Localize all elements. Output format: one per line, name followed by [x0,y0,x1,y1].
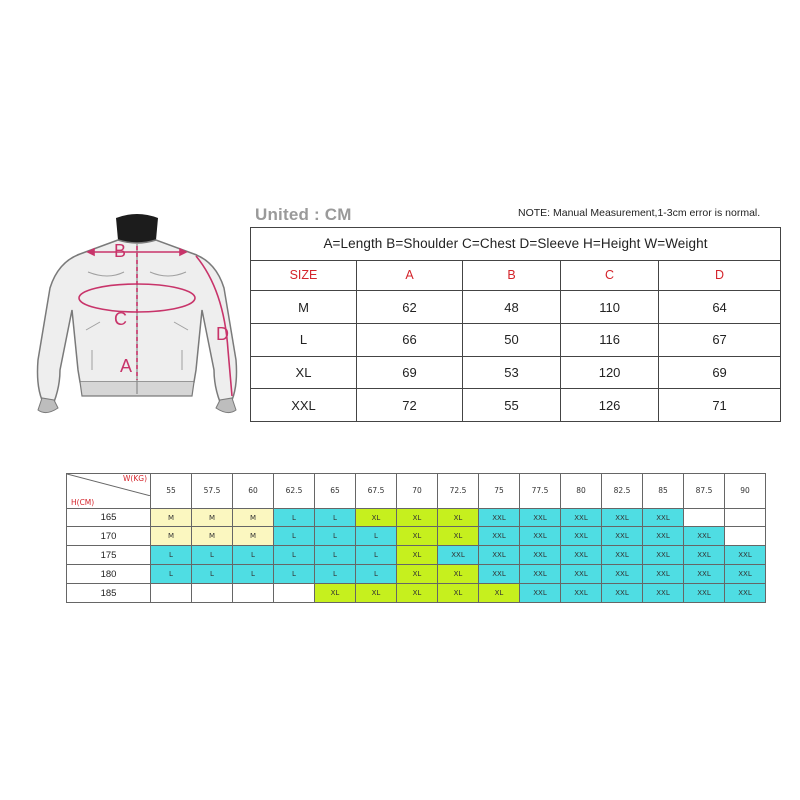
weight-header-cell: 60 [233,474,274,509]
measurement-note: NOTE: Manual Measurement,1-3cm error is normal. [518,207,761,219]
weight-header-cell: 62.5 [274,474,315,509]
size-recommendation-cell: M [233,527,274,546]
weight-header-cell: 75 [479,474,520,509]
size-recommendation-cell: L [151,565,192,584]
size-recommendation-cell: XL [438,508,479,527]
size-recommendation-cell: XXL [602,508,643,527]
weight-axis-label: W(KG) [123,474,147,483]
size-recommendation-cell: XL [315,584,356,603]
value-cell: 62 [357,291,463,324]
size-recommendation-cell [274,584,315,603]
weight-header-cell: 80 [561,474,602,509]
size-recommendation-cell [725,508,766,527]
size-recommendation-cell: L [315,565,356,584]
size-recommendation-cell: L [233,565,274,584]
value-cell: 48 [463,291,561,324]
size-recommendation-cell: L [356,546,397,565]
height-row [67,527,766,546]
size-recommendation-cell: XXL [561,546,602,565]
size-recommendation-cell: XL [397,584,438,603]
size-recommendation-cell: L [356,527,397,546]
size-recommendation-cell: L [315,546,356,565]
value-cell: 66 [357,323,463,356]
size-row [251,291,781,324]
legend-cell: A=Length B=Shoulder C=Chest D=Sleeve H=Height W=Weight [251,228,781,261]
header-cell: A [357,260,463,291]
value-cell: 53 [463,356,561,389]
size-recommendation-cell [684,508,725,527]
size-recommendation-cell: L [274,546,315,565]
size-recommendation-cell: XXL [561,508,602,527]
size-cell: XXL [251,389,357,422]
size-recommendation-cell: XL [438,527,479,546]
label-a: A [120,356,133,376]
size-recommendation-cell [192,584,233,603]
size-recommendation-cell: XL [356,584,397,603]
size-recommendation-cell: L [274,508,315,527]
weight-header-cell: 72.5 [438,474,479,509]
value-cell: 110 [561,291,659,324]
value-cell: 64 [659,291,781,324]
size-recommendation-cell: XL [479,584,520,603]
size-recommendation-cell: XXL [561,584,602,603]
size-recommendation-cell: XXL [643,584,684,603]
size-recommendation-cell: XXL [684,565,725,584]
size-recommendation-cell: XXL [602,527,643,546]
label-b: B [114,241,127,261]
size-recommendation-cell: XXL [438,546,479,565]
size-row [251,356,781,389]
size-recommendation-cell: XXL [479,508,520,527]
label-d: D [216,324,229,344]
grid-corner-cell [67,474,151,509]
size-row [251,389,781,422]
weight-header-cell: 82.5 [602,474,643,509]
size-recommendation-cell: XXL [561,527,602,546]
height-cell: 185 [67,584,151,603]
size-recommendation-cell: XL [438,584,479,603]
value-cell: 67 [659,323,781,356]
weight-header-cell: 65 [315,474,356,509]
size-recommendation-cell [233,584,274,603]
value-cell: 126 [561,389,659,422]
height-cell: 175 [67,546,151,565]
value-cell: 71 [659,389,781,422]
size-recommendation-cell: L [356,565,397,584]
size-recommendation-cell: XXL [479,527,520,546]
size-recommendation-cell: XXL [602,565,643,584]
size-recommendation-cell: L [151,546,192,565]
size-recommendation-cell: XXL [684,546,725,565]
header-cell: B [463,260,561,291]
value-cell: 69 [659,356,781,389]
size-recommendation-cell: XL [397,565,438,584]
size-recommendation-cell: XXL [725,546,766,565]
size-recommendation-cell: XXL [520,565,561,584]
size-recommendation-cell: XXL [520,508,561,527]
weight-header-cell: 77.5 [520,474,561,509]
size-recommendation-cell: L [315,508,356,527]
height-cell: 165 [67,508,151,527]
size-recommendation-cell: XXL [684,527,725,546]
height-row [67,584,766,603]
height-axis-label: H(CM) [71,497,95,507]
size-recommendation-cell: XXL [643,527,684,546]
size-cell: M [251,291,357,324]
height-row [67,508,766,527]
size-chart-table [250,227,781,422]
size-recommendation-cell: XXL [520,546,561,565]
size-recommendation-cell: XXL [725,565,766,584]
size-cell: L [251,323,357,356]
label-c: C [114,309,127,329]
size-recommendation-cell: M [151,508,192,527]
header-cell: D [659,260,781,291]
weight-header-cell: 85 [643,474,684,509]
size-cell: XL [251,356,357,389]
value-cell: 116 [561,323,659,356]
jacket-collar [116,214,158,243]
size-recommendation-cell: XXL [643,565,684,584]
size-recommendation-cell: XL [438,565,479,584]
weight-header-cell: 55 [151,474,192,509]
header-cell: SIZE [251,260,357,291]
weight-header-cell: 67.5 [356,474,397,509]
weight-header-row [67,474,766,509]
size-recommendation-cell: L [233,546,274,565]
size-recommendation-cell: XL [356,508,397,527]
size-recommendation-cell: L [274,527,315,546]
size-recommendation-cell: M [151,527,192,546]
size-recommendation-cell: XXL [520,527,561,546]
size-recommendation-cell: XXL [725,584,766,603]
value-cell: 69 [357,356,463,389]
size-header-row [251,260,781,291]
size-recommendation-cell: L [192,565,233,584]
legend-row [251,228,781,261]
jacket-diagram [28,210,246,420]
weight-header-cell: 87.5 [684,474,725,509]
size-recommendation-cell: XL [397,527,438,546]
unit-label: United : CM [255,205,352,224]
size-recommendation-cell: M [192,527,233,546]
size-recommendation-cell: L [274,565,315,584]
size-recommendation-cell: L [315,527,356,546]
size-recommendation-grid [66,473,766,603]
weight-header-cell: 70 [397,474,438,509]
size-recommendation-cell: XL [397,546,438,565]
size-recommendation-cell: M [192,508,233,527]
size-recommendation-cell [725,527,766,546]
height-cell: 170 [67,527,151,546]
value-cell: 50 [463,323,561,356]
size-recommendation-cell: M [233,508,274,527]
weight-header-cell: 90 [725,474,766,509]
size-recommendation-cell: XXL [643,546,684,565]
size-recommendation-cell: XXL [602,546,643,565]
size-recommendation-cell: XXL [684,584,725,603]
size-recommendation-cell: XXL [602,584,643,603]
size-recommendation-cell: XXL [479,565,520,584]
size-recommendation-cell [151,584,192,603]
size-recommendation-cell: L [192,546,233,565]
size-recommendation-cell: XXL [520,584,561,603]
height-row [67,546,766,565]
size-recommendation-cell: XL [397,508,438,527]
value-cell: 120 [561,356,659,389]
value-cell: 72 [357,389,463,422]
value-cell: 55 [463,389,561,422]
size-recommendation-cell: XXL [561,565,602,584]
header-cell: C [561,260,659,291]
weight-header-cell: 57.5 [192,474,233,509]
size-row [251,323,781,356]
height-row [67,565,766,584]
height-cell: 180 [67,565,151,584]
size-recommendation-cell: XXL [479,546,520,565]
size-recommendation-cell: XXL [643,508,684,527]
